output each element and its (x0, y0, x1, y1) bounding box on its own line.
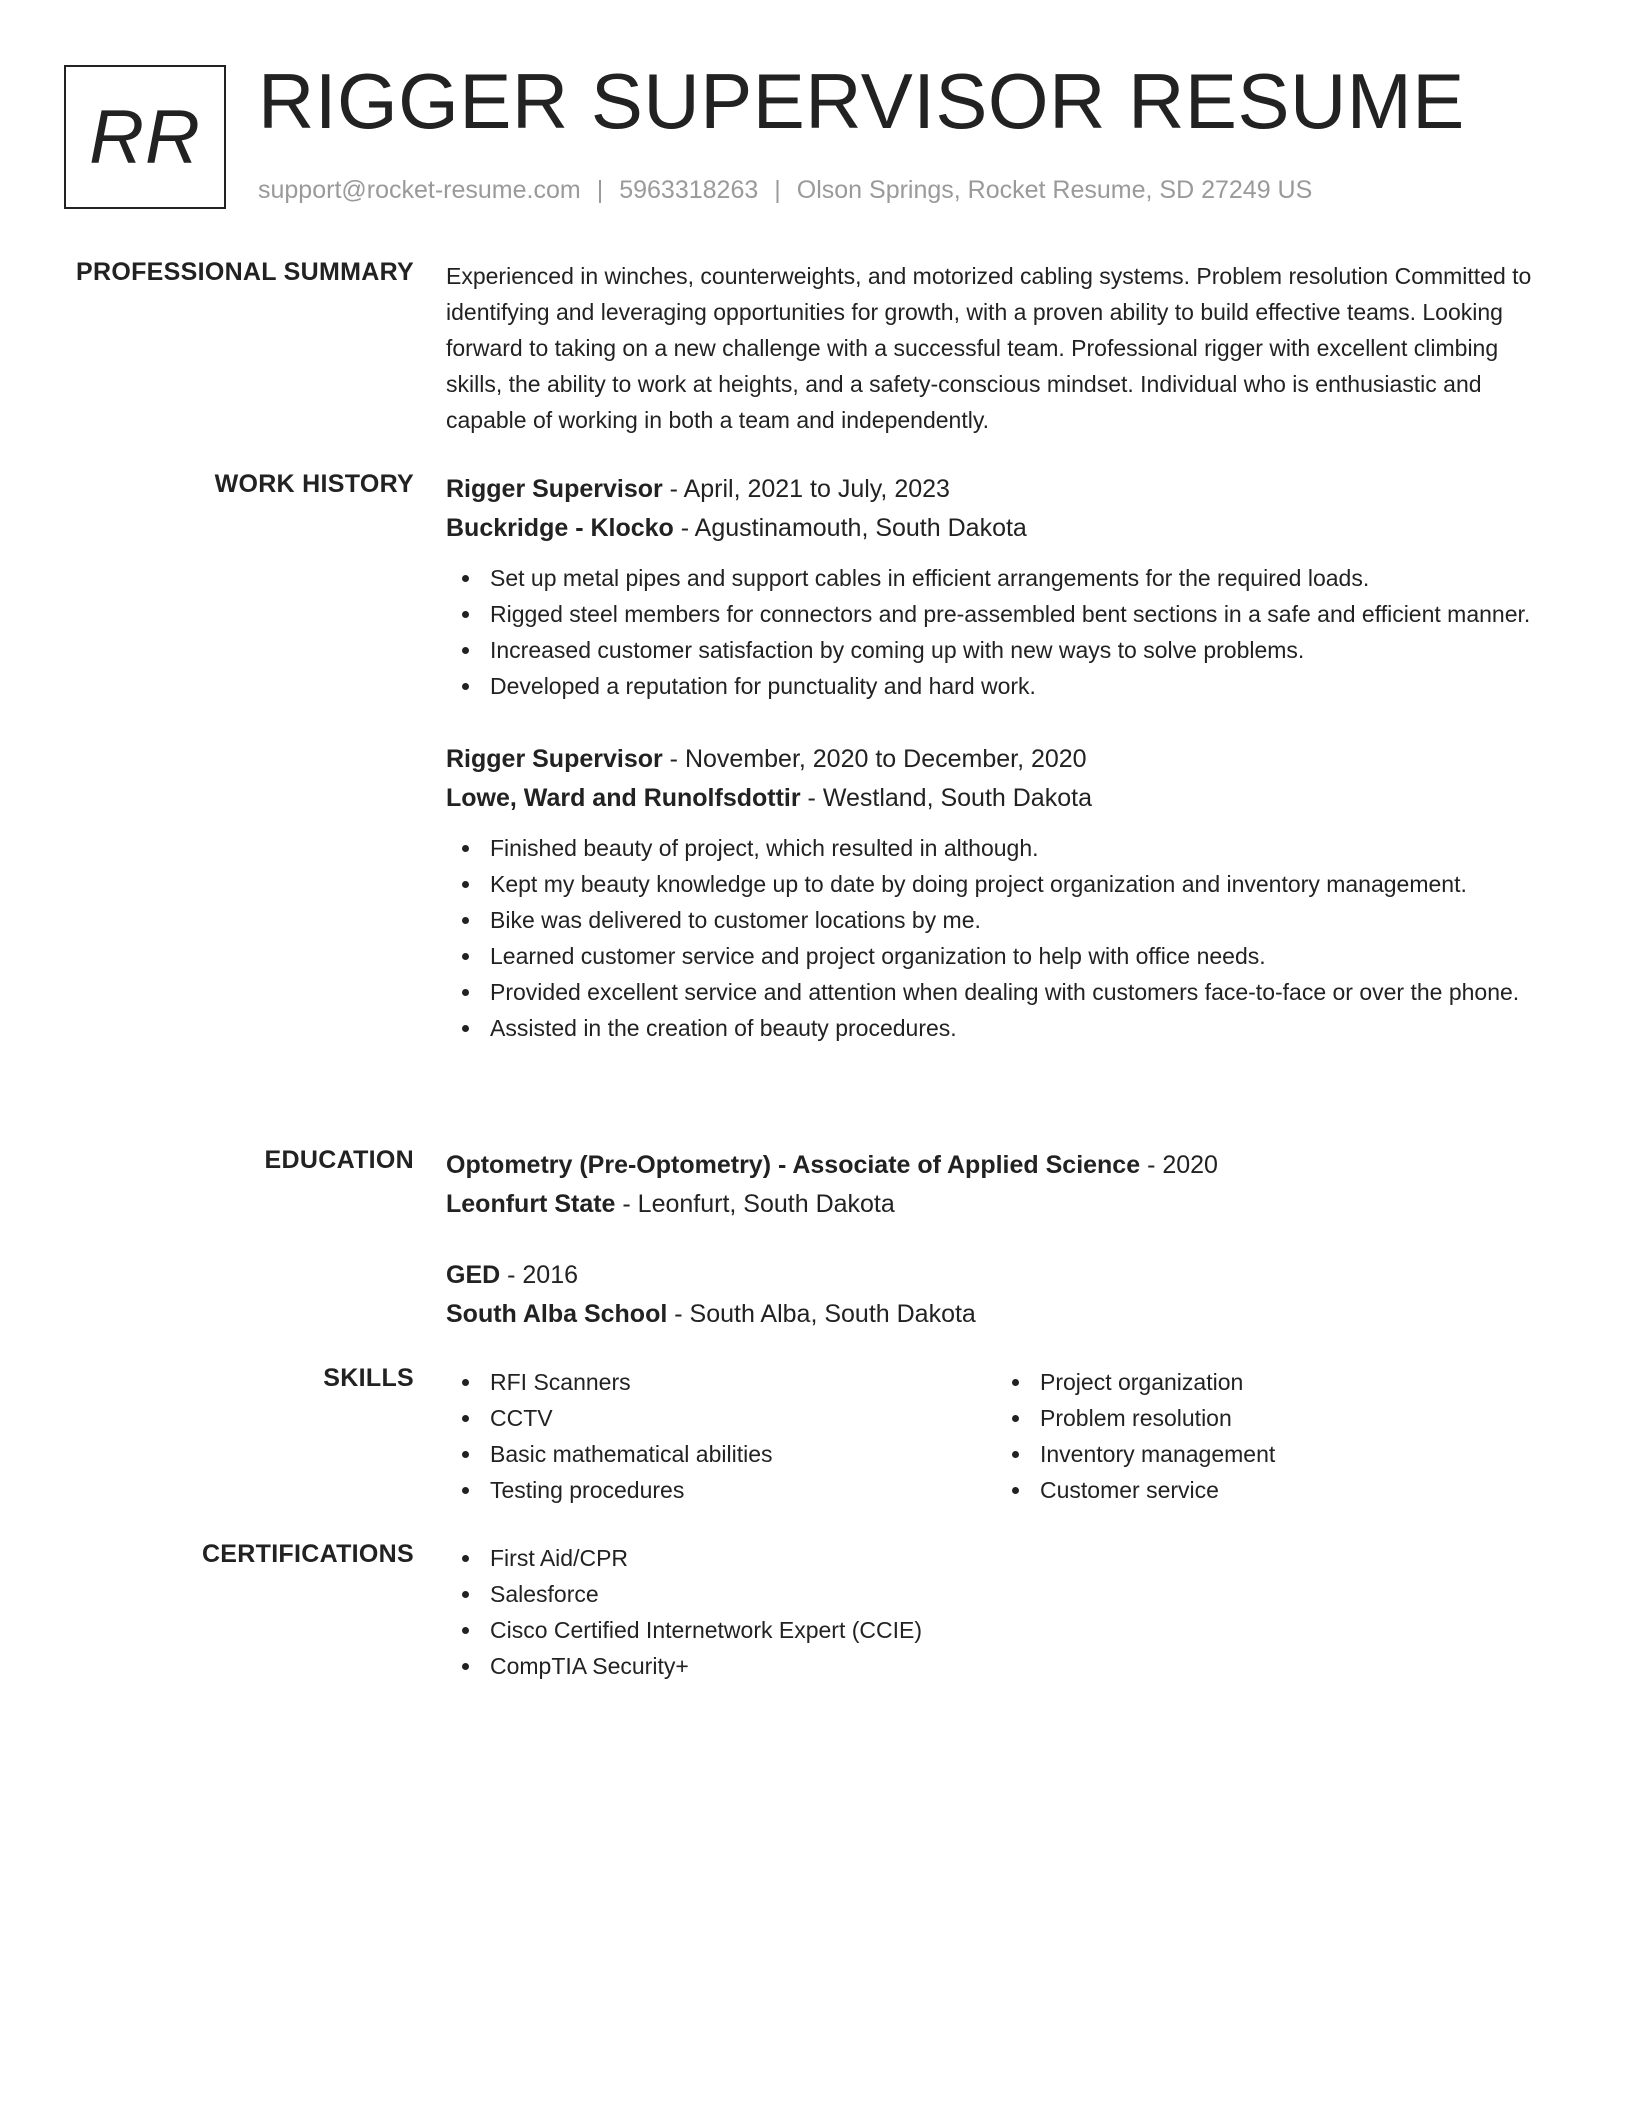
certification-item: Salesforce (446, 1576, 1556, 1612)
skills-list-left (446, 1364, 996, 1508)
school-line (446, 1185, 1556, 1224)
section-heading-certifications: CERTIFICATIONS (201, 1540, 414, 1568)
school-name: Leonfurt State (446, 1190, 616, 1218)
school-name: South Alba School (446, 1300, 668, 1328)
job-duty-item: Finished beauty of project, which resulted in although. (446, 830, 1556, 866)
contact-phone: 5963318263 (619, 176, 759, 204)
certifications-list (446, 1540, 1556, 1684)
contact-separator: | (596, 176, 604, 204)
certification-item: CompTIA Security+ (446, 1648, 1556, 1684)
school-location: - South Alba, South Dakota (667, 1300, 976, 1328)
job-title-line (446, 740, 1556, 779)
section-heading-work-history: WORK HISTORY (214, 470, 414, 498)
job-duties (446, 560, 1556, 704)
certification-item: First Aid/CPR (446, 1540, 1556, 1576)
section-heading-skills: SKILLS (323, 1364, 414, 1392)
contact-email: support@rocket-resume.com (258, 176, 581, 204)
skill-item: Customer service (996, 1472, 1546, 1508)
certification-item: Cisco Certified Internetwork Expert (CCIE) (446, 1612, 1556, 1648)
contact-line (258, 176, 1312, 205)
monogram-logo: RR (64, 65, 226, 209)
skill-item: RFI Scanners (446, 1364, 996, 1400)
degree-year: - 2016 (500, 1261, 579, 1289)
education-entry (446, 1146, 1556, 1224)
resume-title: RIGGER SUPERVISOR RESUME (258, 57, 1465, 145)
degree-year: - 2020 (1140, 1151, 1218, 1179)
job-title: Rigger Supervisor (446, 745, 663, 773)
skills-list-right (996, 1364, 1546, 1508)
job-duty-item: Set up metal pipes and support cables in efficient arrangements for the required loads. (446, 560, 1556, 596)
summary-text: Experienced in winches, counterweights, and motorized cabling systems. Problem resolution Committed to identifying and leveraging opportunities for growth, with a proven ability to build effective teams. Looking forward to taking on a new challenge with a successful team. Professional rigger with excellent climbing skills, the ability to work at heights, and a safety-conscious mindset. Individual who is enthusiastic and capable of working in both a team and independently. (446, 263, 1532, 433)
job-duty-item: Bike was delivered to customer locations by me. (446, 902, 1556, 938)
degree-line (446, 1146, 1556, 1185)
job-location: - Westland, South Dakota (800, 784, 1092, 812)
job-duty-item: Increased customer satisfaction by coming up with new ways to solve problems. (446, 632, 1556, 668)
skill-item: Problem resolution (996, 1400, 1546, 1436)
job-duty-item: Provided excellent service and attention when dealing with customers face-to-face or over the phone. (446, 974, 1556, 1010)
school-location: - Leonfurt, South Dakota (615, 1190, 895, 1218)
degree-name: Optometry (Pre-Optometry) - Associate of Applied Science (446, 1151, 1141, 1179)
skill-item: Project organization (996, 1364, 1546, 1400)
skill-item: Basic mathematical abilities (446, 1436, 996, 1472)
work-history-list (446, 470, 1556, 1046)
degree-line (446, 1256, 1556, 1295)
job-entry (446, 740, 1556, 1046)
skills-columns (446, 1364, 1556, 1508)
job-duties (446, 830, 1556, 1046)
job-dates: - November, 2020 to December, 2020 (662, 745, 1087, 773)
contact-address: Olson Springs, Rocket Resume, SD 27249 US (796, 176, 1313, 204)
degree-name: GED (446, 1261, 501, 1289)
education-entry (446, 1256, 1556, 1334)
section-heading-summary: PROFESSIONAL SUMMARY (76, 258, 414, 286)
job-company: Buckridge - Klocko (446, 514, 674, 542)
job-entry (446, 470, 1556, 704)
job-duty-item: Rigged steel members for connectors and pre-assembled bent sections in a safe and efficient manner. (446, 596, 1556, 632)
skill-item: Inventory management (996, 1436, 1546, 1472)
job-company-line (446, 509, 1556, 548)
job-title: Rigger Supervisor (446, 475, 663, 503)
job-company-line (446, 779, 1556, 818)
job-duty-item: Learned customer service and project organization to help with office needs. (446, 938, 1556, 974)
education-list (446, 1146, 1556, 1334)
job-dates: - April, 2021 to July, 2023 (662, 475, 950, 503)
contact-separator: | (774, 176, 781, 204)
job-duty-item: Developed a reputation for punctuality and hard work. (446, 668, 1556, 704)
job-location: - Agustinamouth, South Dakota (673, 514, 1027, 542)
skill-item: CCTV (446, 1400, 996, 1436)
certifications-body (446, 1540, 1556, 1684)
job-duty-item: Kept my beauty knowledge up to date by doing project organization and inventory management. (446, 866, 1556, 902)
skill-item: Testing procedures (446, 1472, 996, 1508)
job-title-line (446, 470, 1556, 509)
job-duty-item: Assisted in the creation of beauty procedures. (446, 1010, 1556, 1046)
section-heading-education: EDUCATION (264, 1146, 414, 1174)
school-line (446, 1295, 1556, 1334)
job-company: Lowe, Ward and Runolfsdottir (446, 784, 801, 812)
